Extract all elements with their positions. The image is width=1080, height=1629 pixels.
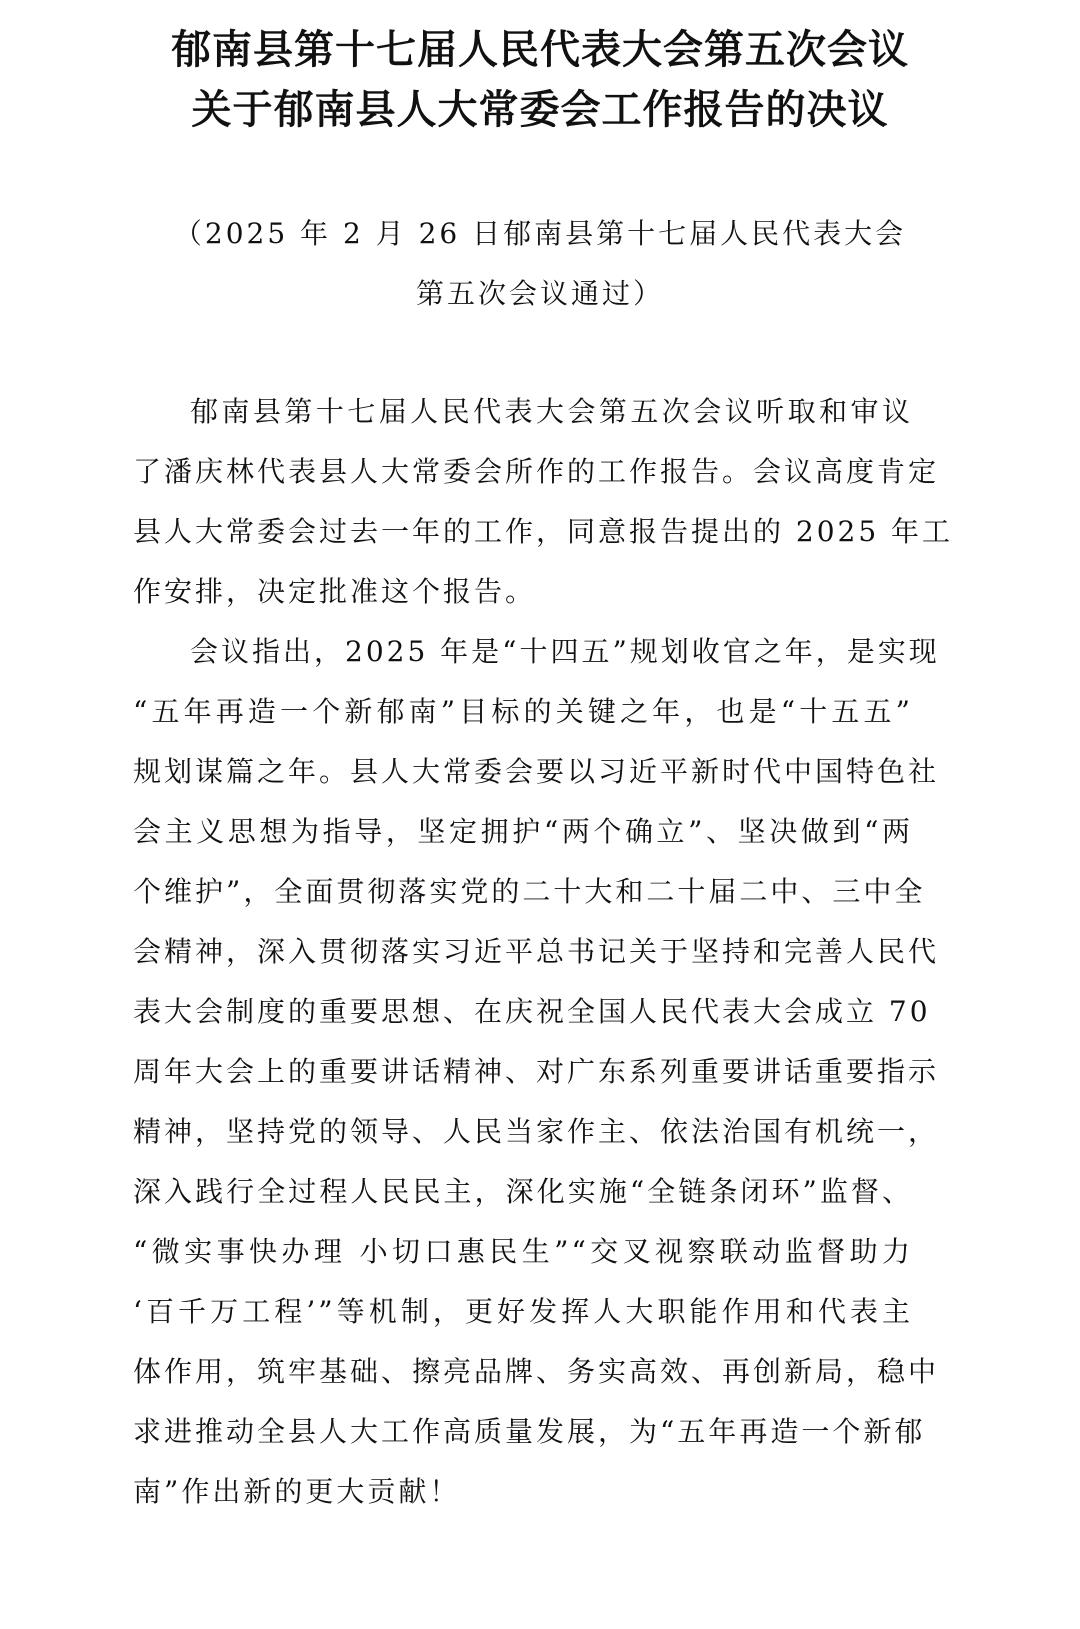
body-line: 规划谋篇之年。县人大常委会要以习近平新时代中国特色社: [133, 755, 940, 788]
body-line: 会主义思想为指导，坚定拥护“两个确立”、坚决做到“两: [133, 815, 913, 848]
document-title-line-1: 郁南县第十七届人民代表大会第五次会议: [171, 27, 909, 73]
body-line: 体作用，筑牢基础、擦亮品牌、务实高效、再创新局，稳中: [133, 1355, 940, 1388]
adoption-note-line-1: （2025 年 2 月 26 日郁南县第十七届人民代表大会: [173, 217, 907, 250]
body-line: “五年再造一个新郁南”目标的关键之年，也是“十五五”: [133, 695, 913, 728]
body-line: 了潘庆林代表县人大常委会所作的工作报告。会议高度肯定: [133, 455, 940, 488]
body-line: 会精神，深入贯彻落实习近平总书记关于坚持和完善人民代: [133, 935, 940, 968]
body-line: 个维护”，全面贯彻落实党的二十大和二十届二中、三中全: [133, 875, 926, 908]
body-line: 县人大常委会过去一年的工作，同意报告提出的 2025 年工: [133, 515, 954, 548]
body-line: “微实事快办理 小切口惠民生”“交叉视察联动监督助力: [133, 1235, 913, 1268]
body-line: 周年大会上的重要讲话精神、对广东系列重要讲话重要指示: [133, 1055, 940, 1088]
adoption-note-line-2: 第五次会议通过）: [415, 277, 664, 310]
body-line: 会议指出，2025 年是“十四五”规划收官之年，是实现: [190, 635, 940, 668]
body-line: 南”作出新的更大贡献！: [133, 1475, 461, 1508]
document-title-line-2: 关于郁南县人大常委会工作报告的决议: [191, 87, 889, 133]
body-line: 作安排，决定批准这个报告。: [133, 575, 537, 608]
body-line: 深入践行全过程人民民主，深化实施“全链条闭环”监督、: [133, 1175, 913, 1208]
body-line: 郁南县第十七届人民代表大会第五次会议听取和审议: [190, 395, 913, 428]
body-line: 表大会制度的重要思想、在庆祝全国人民代表大会成立 70: [133, 995, 931, 1028]
body-line: 精神，坚持党的领导、人民当家作主、依法治国有机统一，: [133, 1115, 940, 1148]
body-line: 求进推动全县人大工作高质量发展，为“五年再造一个新郁: [133, 1415, 926, 1448]
body-line: ‘百千万工程’”等机制，更好发挥人大职能作用和代表主: [133, 1295, 913, 1328]
